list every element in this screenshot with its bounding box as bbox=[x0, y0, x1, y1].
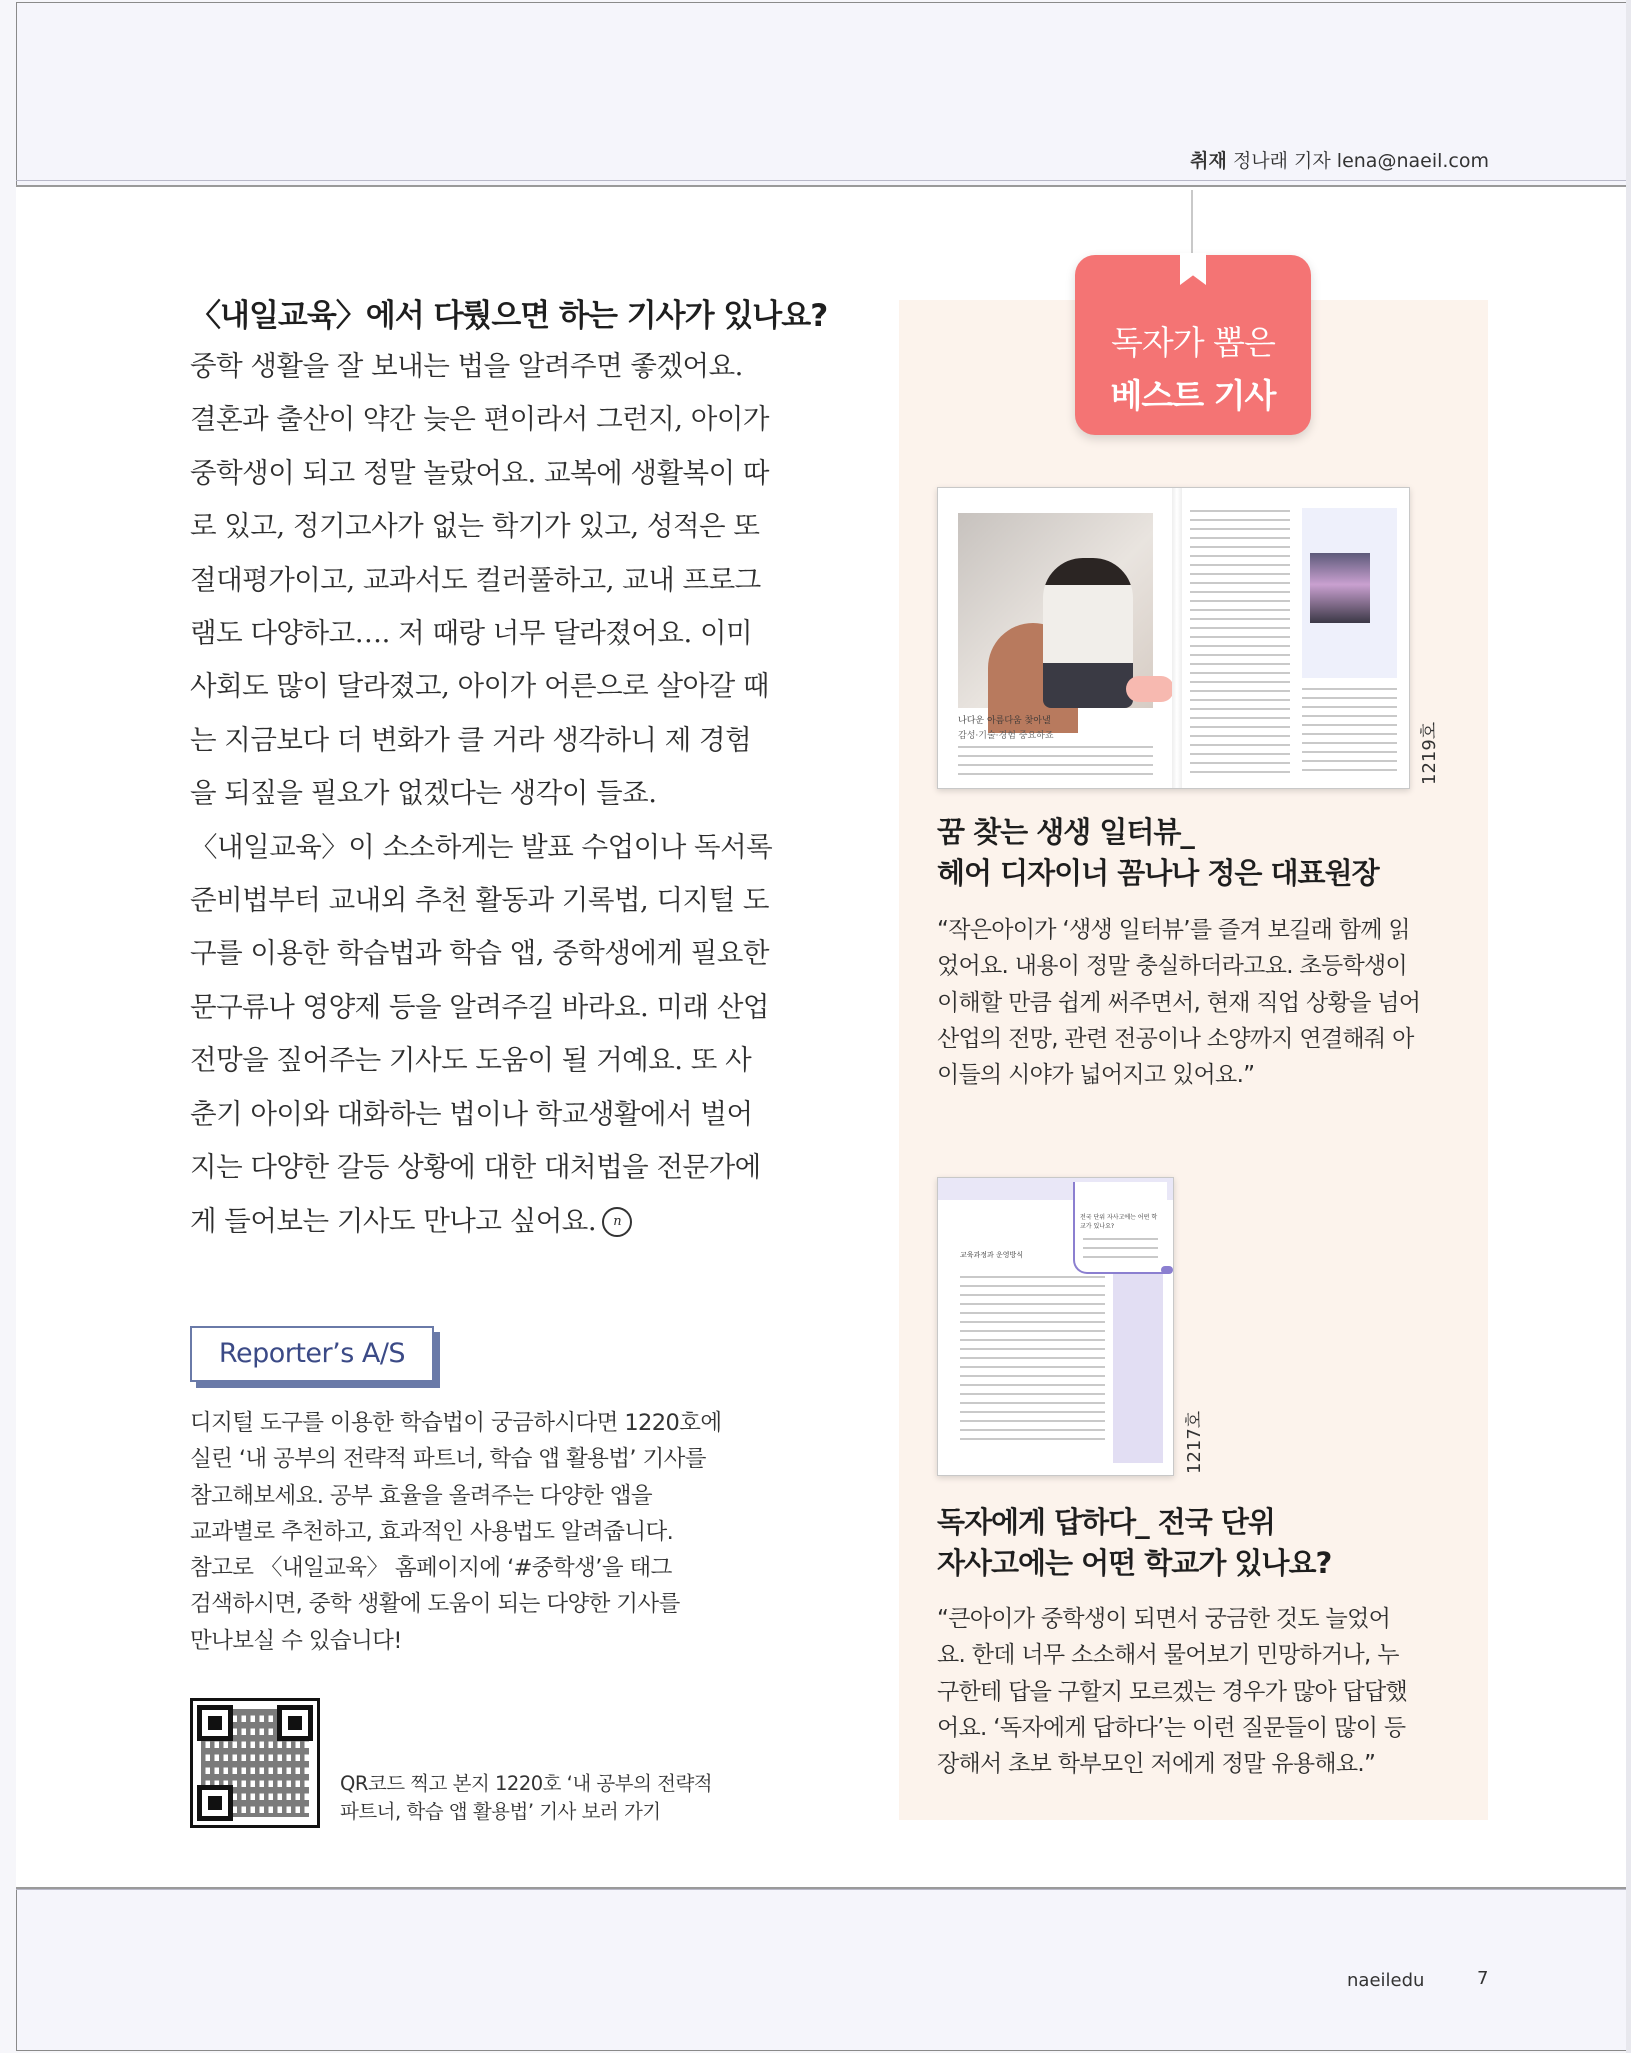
badge-line2: 베스트 기사 bbox=[1110, 376, 1276, 415]
thumb-caption bbox=[1080, 1213, 1160, 1231]
thumb-gutter bbox=[1172, 488, 1182, 788]
quote-line: 요. 한데 너무 소소해서 물어보기 민망하거나, 누 bbox=[937, 1642, 1399, 1669]
hair-designer-photo bbox=[958, 513, 1153, 708]
qr-caption-line: 파트너, 학습 앱 활용법’ 기사 보러 가기 bbox=[340, 1800, 661, 1823]
answer-line: 결혼과 출산이 약간 늦은 편이라서 그런지, 아이가 bbox=[190, 403, 769, 436]
thumb-side-image bbox=[1310, 553, 1370, 623]
thumb-purple-column bbox=[1113, 1273, 1163, 1463]
quote-line: 구한테 답을 구할지 모르겠는 경우가 많아 답답했 bbox=[937, 1678, 1408, 1705]
as-line: 검색하시면, 중학 생활에 도움이 되는 다양한 기사를 bbox=[190, 1591, 680, 1618]
best-article-badge bbox=[1075, 255, 1311, 435]
end-mark-icon: n bbox=[602, 1207, 632, 1237]
answer-line: 는 지금보다 더 변화가 클 거라 생각하니 제 경험 bbox=[190, 723, 752, 756]
article-title-line: 자사고에는 어떤 학교가 있나요? bbox=[937, 1546, 1332, 1580]
answer-line bbox=[190, 1195, 800, 1248]
thumb-text-lines bbox=[1302, 688, 1397, 776]
answer-line: 춘기 아이와 대화하는 법이나 학교생활에서 벌어 bbox=[190, 1097, 753, 1130]
credit-label: 취재 bbox=[1190, 150, 1227, 172]
quote-line: 이해할 만큼 쉽게 써주면서, 현재 직업 상황을 넘어 bbox=[937, 989, 1421, 1016]
footer-brand: naeiledu bbox=[1347, 1970, 1425, 1991]
thumb-pink-badge bbox=[1126, 676, 1174, 702]
as-line: 만나보실 수 있습니다! bbox=[190, 1627, 402, 1654]
thumb-sidebar bbox=[1302, 508, 1397, 678]
thumb-caption: 나다운 아름다움 찾아낼 bbox=[958, 716, 1051, 726]
qr-code[interactable] bbox=[190, 1698, 320, 1828]
thumb-text-lines bbox=[958, 746, 1153, 776]
article-thumbnail-1217[interactable] bbox=[937, 1177, 1174, 1476]
thumb-text-lines bbox=[1083, 1238, 1158, 1263]
badge-line1: 독자가 뽑은 bbox=[1111, 323, 1275, 362]
issue-number: 1219호 bbox=[1419, 721, 1440, 785]
article-quote bbox=[937, 912, 1457, 1093]
qa-question: 〈내일교육〉에서 다뤘으면 하는 기사가 있나요? bbox=[190, 298, 828, 334]
answer-line: 절대평가이고, 교과서도 컬러풀하고, 교내 프로그 bbox=[190, 563, 761, 596]
qr-caption bbox=[340, 1770, 760, 1826]
quote-line: 어요. ‘독자에게 답하다’는 이런 질문들이 많이 등 bbox=[937, 1714, 1406, 1741]
answer-line: 을 되짚을 필요가 없겠다는 생각이 들죠. bbox=[190, 777, 657, 810]
qr-finder bbox=[197, 1785, 233, 1821]
as-line: 디지털 도구를 이용한 학습법이 궁금하시다면 1220호에 bbox=[190, 1410, 722, 1436]
header-rule bbox=[16, 180, 1626, 181]
as-line: 참고로 〈내일교육〉 홈페이지에 ‘#중학생’을 태그 bbox=[190, 1555, 672, 1582]
quote-line: “큰아이가 중학생이 되면서 궁금한 것도 늘었어 bbox=[937, 1606, 1391, 1632]
page-edge bbox=[1626, 0, 1631, 2053]
answer-line: 전망을 짚어주는 기사도 도움이 될 거예요. 또 사 bbox=[190, 1044, 752, 1077]
quote-line: 산업의 전망, 관련 전공이나 소양까지 연결해줘 아 bbox=[937, 1025, 1414, 1052]
bookmark-notch-icon bbox=[1180, 253, 1206, 285]
thumb-caption: 교육과정과 운영방식 bbox=[960, 1251, 1024, 1259]
answer-line: 사회도 많이 달라졌고, 아이가 어른으로 살아갈 때 bbox=[190, 670, 769, 703]
article-title bbox=[937, 1502, 1331, 1584]
article-quote bbox=[937, 1601, 1457, 1782]
quote-line: “작은아이가 ‘생생 일터뷰’를 즐겨 보길래 함께 읽 bbox=[937, 917, 1410, 943]
as-line: 교과별로 추천하고, 효과적인 사용법도 알려줍니다. bbox=[190, 1518, 674, 1545]
answer-line: 구를 이용한 학습법과 학습 앱, 중학생에게 필요한 bbox=[190, 937, 769, 970]
article-title-line: 헤어 디자이너 꼼나나 정은 대표원장 bbox=[937, 856, 1379, 890]
issue-number: 1217호 bbox=[1184, 1410, 1205, 1474]
reporter-as-label: Reporter’s A/S bbox=[218, 1338, 406, 1369]
quote-line: 장해서 초보 학부모인 저에게 정말 유용해요.” bbox=[937, 1751, 1376, 1778]
answer-line: 문구류나 영양제 등을 알려주길 바라요. 미래 산업 bbox=[190, 990, 769, 1023]
credit-text: 정나래 기자 lena@naeil.com bbox=[1232, 150, 1489, 172]
qr-caption-line: QR코드 찍고 본지 1220호 ‘내 공부의 전략적 bbox=[340, 1772, 713, 1795]
answer-line: 로 있고, 정기고사가 없는 학기가 있고, 성적은 또 bbox=[190, 510, 760, 543]
badge-hang-line bbox=[1191, 190, 1193, 258]
answer-line: 지는 다양한 갈등 상황에 대한 대처법을 전문가에 bbox=[190, 1151, 761, 1184]
as-line: 실린 ‘내 공부의 전략적 파트너, 학습 앱 활용법’ 기사를 bbox=[190, 1446, 706, 1473]
reporter-as-tag bbox=[190, 1326, 434, 1382]
answer-line: 중학생이 되고 정말 놀랐어요. 교복에 생활복이 따 bbox=[190, 456, 769, 489]
reporter-credit bbox=[1190, 146, 1489, 173]
thumb-box-caption: 전국 단위 자사고에는 어떤 학교가 있나요? bbox=[1080, 1214, 1158, 1230]
article-title bbox=[937, 812, 1379, 894]
as-line: 참고해보세요. 공부 효율을 올려주는 다양한 앱을 bbox=[190, 1482, 653, 1509]
thumb-text-lines bbox=[1190, 510, 1290, 775]
thumb-caption: 감성·기술·경험 중요하죠 bbox=[958, 731, 1054, 741]
footer-rule bbox=[16, 1889, 1626, 1890]
photo-person bbox=[1043, 558, 1133, 708]
qr-finder bbox=[277, 1705, 313, 1741]
article-thumbnail-1219[interactable] bbox=[937, 487, 1410, 789]
page-number: 7 bbox=[1477, 1968, 1489, 1989]
quote-line: 었어요. 내용이 정말 충실하더라고요. 초등학생이 bbox=[937, 953, 1408, 980]
answer-last-line: 게 들어보는 기사도 만나고 싶어요. bbox=[190, 1204, 597, 1237]
reporter-as-body bbox=[190, 1405, 790, 1659]
answer-line: 중학 생활을 잘 보내는 법을 알려주면 좋겠어요. bbox=[190, 350, 743, 382]
article-title-line: 꿈 찾는 생생 일터뷰_ bbox=[937, 815, 1194, 849]
quote-line: 이들의 시야가 넓어지고 있어요.” bbox=[937, 1062, 1255, 1089]
qr-finder bbox=[197, 1705, 233, 1741]
answer-line: 램도 다양하고…. 저 때랑 너무 달라졌어요. 이미 bbox=[190, 617, 753, 650]
qa-answer bbox=[190, 340, 800, 1248]
article-title-line: 독자에게 답하다_ 전국 단위 bbox=[937, 1505, 1275, 1539]
answer-line: 준비법부터 교내외 추천 활동과 기록법, 디지털 도 bbox=[190, 884, 769, 917]
thumb-text-lines bbox=[960, 1276, 1105, 1446]
answer-line: 〈내일교육〉이 소소하게는 발표 수업이나 독서록 bbox=[190, 830, 773, 863]
